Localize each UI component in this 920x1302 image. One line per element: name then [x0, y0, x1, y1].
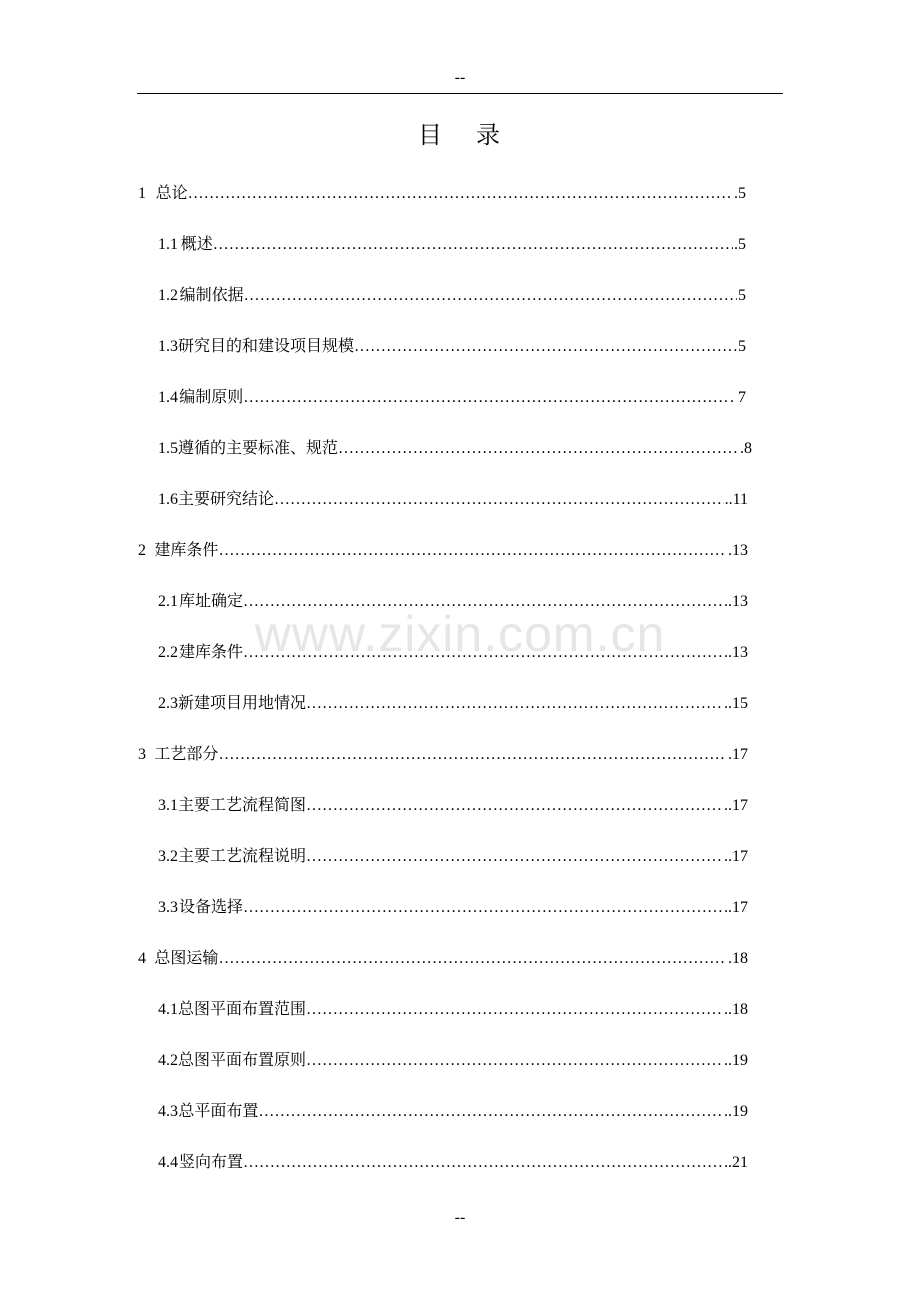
toc-label: 设备选择 — [179, 899, 244, 916]
toc-page: .13 — [728, 542, 748, 559]
toc-leader — [243, 895, 723, 921]
toc-number: 4.4 — [158, 1154, 178, 1171]
toc-page: ..11 — [724, 491, 748, 508]
toc-leader — [338, 436, 739, 462]
toc-number: 1.2 — [158, 287, 178, 304]
toc-leader — [306, 691, 723, 717]
toc-entry[interactable] — [158, 487, 748, 513]
toc-entry[interactable] — [158, 334, 746, 360]
toc-page: ..15 — [724, 695, 748, 712]
toc-entry[interactable] — [158, 1150, 748, 1176]
toc-label: 库址确定 — [179, 593, 244, 610]
toc-label: 编制依据 — [179, 287, 244, 304]
toc-page: ..19 — [724, 1052, 748, 1069]
toc-leader — [274, 487, 724, 513]
toc-number: 4.3 — [158, 1103, 178, 1120]
toc-number: 3.1 — [158, 797, 178, 814]
toc-label: 新建项目用地情况 — [178, 695, 307, 712]
toc-entry[interactable] — [158, 691, 748, 717]
toc-page: .5 — [734, 185, 746, 202]
toc-page: ..17 — [724, 899, 748, 916]
toc-label: 主要研究结论 — [178, 491, 275, 508]
toc-entry[interactable] — [158, 232, 746, 258]
toc-number: 4.2 — [158, 1052, 178, 1069]
toc-entry[interactable] — [138, 742, 748, 768]
toc-number: 1.6 — [158, 491, 178, 508]
toc-page: ..13 — [724, 593, 748, 610]
toc-number: 1.1 — [158, 236, 178, 253]
toc-leader — [243, 385, 729, 411]
toc-entry[interactable] — [158, 385, 746, 411]
toc-number: 1.5 — [158, 440, 178, 457]
toc-page: .17 — [728, 746, 748, 763]
toc-label: 主要工艺流程简图 — [178, 797, 307, 814]
toc-page: ..19 — [724, 1103, 748, 1120]
toc-entry[interactable] — [158, 1048, 748, 1074]
toc-number: 2.1 — [158, 593, 178, 610]
toc-page: .8 — [740, 440, 752, 457]
toc-label: 主要工艺流程说明 — [178, 848, 307, 865]
toc-label: 总图平面布置原则 — [178, 1052, 307, 1069]
toc-label: 总图平面布置范围 — [178, 1001, 307, 1018]
toc-page: 5 — [738, 338, 746, 355]
title-char-2: 录 — [476, 123, 502, 149]
toc-leader — [244, 283, 737, 309]
toc-label: 工艺部分 — [154, 746, 219, 763]
toc-page: ..17 — [724, 797, 748, 814]
toc-label: 研究目的和建设项目规模 — [178, 338, 355, 355]
toc-page: ..17 — [724, 848, 748, 865]
toc-number: 3.2 — [158, 848, 178, 865]
title-char-1: 目 — [418, 123, 444, 149]
toc-leader — [306, 793, 723, 819]
toc-number: 2.2 — [158, 644, 178, 661]
toc-label: 概述 — [180, 236, 213, 253]
toc-number: 3 — [138, 746, 146, 763]
toc-entry[interactable] — [158, 844, 748, 870]
toc-number: 2.3 — [158, 695, 178, 712]
toc-label: 总图运输 — [154, 950, 219, 967]
toc-leader — [213, 232, 733, 258]
toc-page: ..18 — [724, 1001, 748, 1018]
footer-mark: -- — [454, 1209, 466, 1226]
toc-leader — [188, 181, 733, 207]
toc-leader — [354, 334, 737, 360]
toc-entry[interactable] — [158, 283, 746, 309]
toc-label: 遵循的主要标准、规范 — [178, 440, 339, 457]
toc-leader — [306, 997, 723, 1023]
watermark: www.zixin.com.cn — [254, 606, 666, 662]
toc-leader — [218, 742, 727, 768]
toc-label: 总平面布置 — [178, 1103, 259, 1120]
toc-number: 4 — [138, 950, 146, 967]
toc-number: 4.1 — [158, 1001, 178, 1018]
toc-page: .5 — [734, 236, 746, 253]
toc-entry[interactable] — [138, 946, 748, 972]
toc-number: 2 — [138, 542, 146, 559]
toc-label: 建库条件 — [154, 542, 219, 559]
toc-leader — [258, 1099, 723, 1125]
toc-leader — [306, 1048, 723, 1074]
toc-entry[interactable] — [138, 538, 748, 564]
toc-entry[interactable] — [158, 1099, 748, 1125]
toc-number: 1 — [138, 185, 146, 202]
toc-page: ..21 — [724, 1154, 748, 1171]
toc-entry[interactable] — [158, 436, 752, 462]
toc-page: .18 — [728, 950, 748, 967]
toc-leader — [218, 946, 727, 972]
toc-entry[interactable] — [158, 793, 748, 819]
toc-number: 1.4 — [158, 389, 178, 406]
toc-page: 5 — [738, 287, 746, 304]
toc-leader — [243, 1150, 723, 1176]
toc-number: 3.3 — [158, 899, 178, 916]
toc-entry[interactable] — [158, 997, 748, 1023]
toc-leader — [306, 844, 723, 870]
toc-entry[interactable] — [158, 895, 748, 921]
toc-entry[interactable] — [138, 181, 746, 207]
toc-page: . 7 — [730, 389, 746, 406]
toc-number: 1.3 — [158, 338, 178, 355]
toc-label: 建库条件 — [179, 644, 244, 661]
toc-leader — [218, 538, 727, 564]
toc-label: 总论 — [155, 185, 188, 202]
toc-page: ..13 — [724, 644, 748, 661]
toc-label: 编制原则 — [179, 389, 244, 406]
toc-label: 竖向布置 — [179, 1154, 244, 1171]
header-mark: -- — [454, 69, 466, 86]
